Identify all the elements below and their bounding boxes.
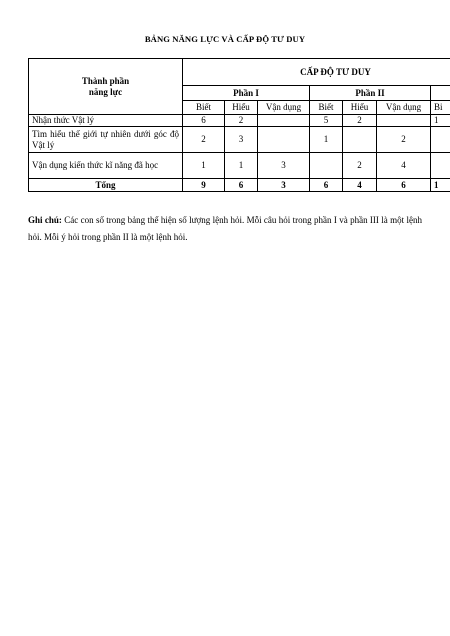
- table-cell: 4: [377, 153, 431, 179]
- row-label: Nhận thức Vật lý: [29, 115, 183, 127]
- table-cell: [258, 127, 310, 153]
- sub-header: Vận dụng: [258, 101, 310, 115]
- row-label: Vận dụng kiến thức kĩ năng đã học: [29, 153, 183, 179]
- total-cell: 1: [431, 179, 450, 192]
- total-label: Tổng: [29, 179, 183, 192]
- table-cell: 1: [310, 127, 343, 153]
- table-cell: [343, 127, 377, 153]
- total-cell: 6: [310, 179, 343, 192]
- table-row: [29, 115, 450, 127]
- header-component: Thành phần năng lực: [29, 59, 183, 115]
- header-part-3: [431, 86, 450, 101]
- table-cell: 2: [183, 127, 225, 153]
- table-cell: 2: [343, 115, 377, 127]
- footnote-text: Các con số trong bảng thể hiện số lượng lệnh hỏi. Mỗi câu hỏi trong phần I và phần III là một lệnh hỏi. Mỗi ý hỏi trong phần II là một lệnh hỏi.: [28, 215, 422, 242]
- table-cell: [431, 153, 450, 179]
- header-part-1: Phần I: [183, 86, 310, 101]
- table-cell: 2: [377, 127, 431, 153]
- row-label: Tìm hiểu thế giới tự nhiên dưới góc độ Vật lý: [29, 127, 183, 153]
- table-cell: 6: [183, 115, 225, 127]
- competency-table-container: [28, 58, 450, 194]
- sub-header: Bi: [431, 101, 450, 115]
- table-row: [29, 153, 450, 179]
- header-level: CẤP ĐỘ TƯ DUY: [183, 59, 450, 86]
- table-cell: [431, 127, 450, 153]
- table-cell: 3: [258, 153, 310, 179]
- sub-header: Hiểu: [225, 101, 258, 115]
- total-cell: 6: [225, 179, 258, 192]
- sub-header: Biết: [310, 101, 343, 115]
- table-cell: 5: [310, 115, 343, 127]
- page-title: BẢNG NĂNG LỰC VÀ CẤP ĐỘ TƯ DUY: [144, 34, 306, 44]
- total-cell: 9: [183, 179, 225, 192]
- table-row: [29, 127, 450, 153]
- table-cell: [310, 153, 343, 179]
- total-cell: 3: [258, 179, 310, 192]
- total-cell: 4: [343, 179, 377, 192]
- sub-header: Biết: [183, 101, 225, 115]
- table-cell: 1: [183, 153, 225, 179]
- total-cell: 6: [377, 179, 431, 192]
- header-part-2: Phần II: [310, 86, 431, 101]
- table-cell: [377, 115, 431, 127]
- table-cell: 2: [343, 153, 377, 179]
- table-cell: 3: [225, 127, 258, 153]
- table-cell: 1: [431, 115, 450, 127]
- table-cell: 1: [225, 153, 258, 179]
- footnote-label: Ghi chú:: [28, 215, 62, 225]
- table-cell: 2: [225, 115, 258, 127]
- total-row: [29, 179, 450, 192]
- sub-header: Vận dụng: [377, 101, 431, 115]
- table-cell: [258, 115, 310, 127]
- sub-header: Hiểu: [343, 101, 377, 115]
- footnote: [28, 212, 422, 246]
- competency-table: [28, 58, 450, 192]
